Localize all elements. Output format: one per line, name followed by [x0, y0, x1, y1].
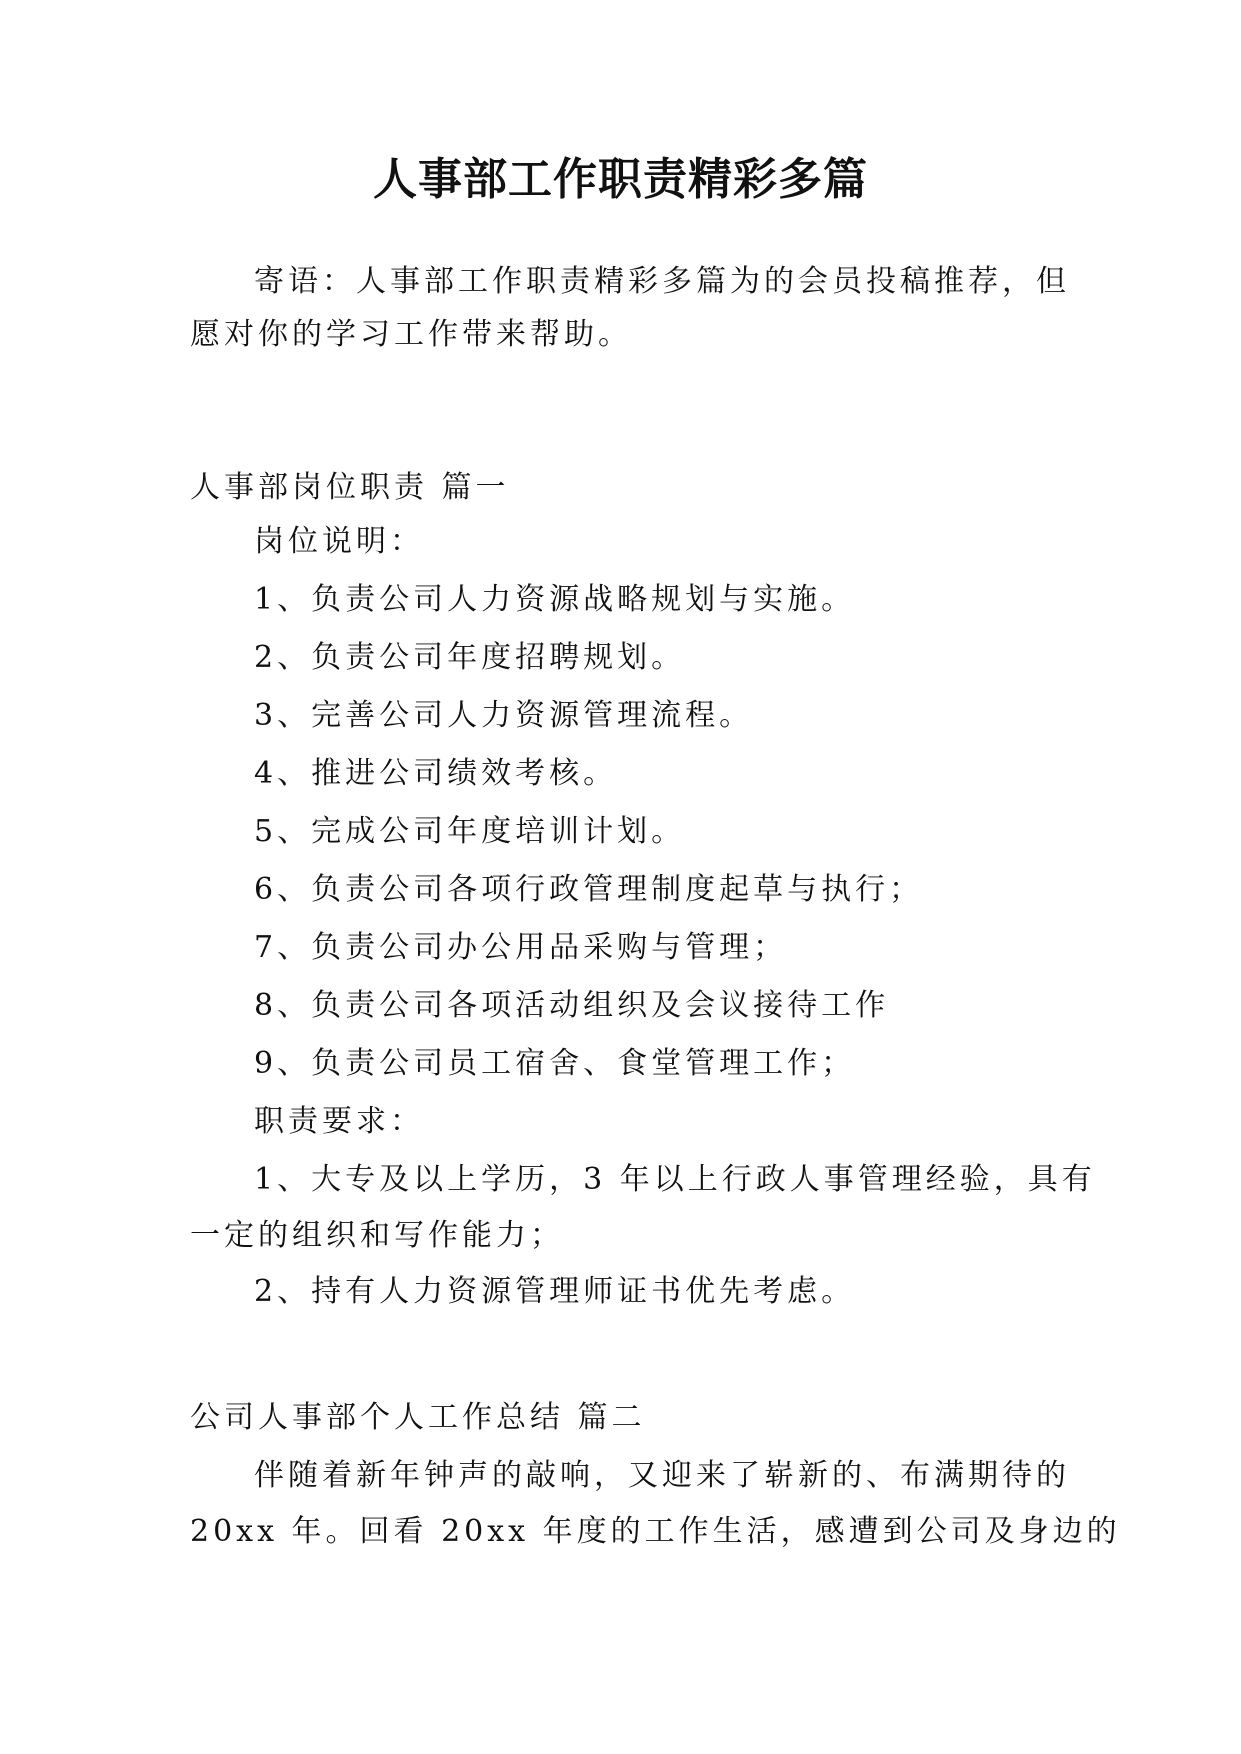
intro-line-2: 愿对你的学习工作带来帮助。: [190, 317, 632, 352]
duty-item-3: 3、完善公司人力资源管理流程。: [254, 698, 754, 733]
post-description-label: 岗位说明：: [254, 524, 424, 559]
requirement-1-line-2: 一定的组织和写作能力；: [190, 1218, 564, 1253]
section2-para-line-2: 20xx 年。回看 20xx 年度的工作生活，感遭到公司及身边的: [190, 1514, 1121, 1549]
duty-item-8: 8、负责公司各项活动组织及会议接待工作: [254, 988, 890, 1023]
duty-item-9: 9、负责公司员工宿舍、食堂管理工作；: [254, 1046, 856, 1081]
duty-item-7: 7、负责公司办公用品采购与管理；: [254, 930, 788, 965]
section2-para-line-1: 伴随着新年钟声的敲响，又迎来了崭新的、布满期待的: [254, 1458, 1070, 1493]
requirements-label: 职责要求：: [254, 1104, 424, 1139]
requirement-1-line-1: 1、大专及以上学历，3 年以上行政人事管理经验，具有: [254, 1162, 1096, 1197]
requirement-2: 2、持有人力资源管理师证书优先考虑。: [254, 1274, 856, 1309]
document-title: 人事部工作职责精彩多篇: [373, 154, 868, 205]
duty-item-6: 6、负责公司各项行政管理制度起草与执行；: [254, 872, 924, 907]
section1-heading: 人事部岗位职责 篇一: [190, 470, 510, 505]
duty-item-2: 2、负责公司年度招聘规划。: [254, 640, 686, 675]
duty-item-1: 1、负责公司人力资源战略规划与实施。: [254, 582, 856, 617]
section2-heading: 公司人事部个人工作总结 篇二: [190, 1400, 646, 1435]
intro-line-1: 寄语：人事部工作职责精彩多篇为的会员投稿推荐，但: [254, 264, 1070, 299]
duty-item-4: 4、推进公司绩效考核。: [254, 756, 618, 791]
duty-item-5: 5、完成公司年度培训计划。: [254, 814, 686, 849]
